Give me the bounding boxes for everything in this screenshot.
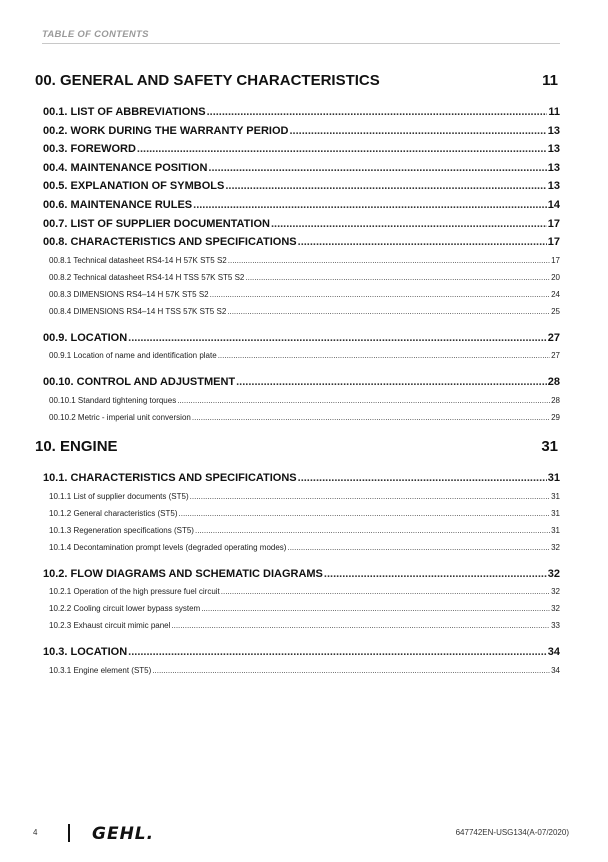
subsection-page: 20 xyxy=(551,272,560,282)
dot-leader xyxy=(236,373,547,392)
section-page: 13 xyxy=(547,180,560,193)
section-page: 31 xyxy=(547,471,560,484)
subsection-page: 17 xyxy=(551,255,560,265)
chapter-title: 00. GENERAL AND SAFETY CHARACTERISTICS xyxy=(35,72,380,89)
toc-chapter[interactable] xyxy=(35,72,560,89)
subsection-page: 24 xyxy=(551,289,560,299)
toc-section[interactable] xyxy=(43,565,560,584)
section-title: 00.2. WORK DURING THE WARRANTY PERIOD xyxy=(43,124,289,137)
toc-chapter[interactable] xyxy=(35,438,560,455)
subsection-title: 10.1.3 Regeneration specifications (ST5) xyxy=(49,525,194,535)
section-page: 14 xyxy=(547,198,560,211)
toc-subsection[interactable] xyxy=(43,286,560,303)
chapter-page: 31 xyxy=(541,437,558,455)
dot-leader xyxy=(128,329,547,348)
section-title: 00.6. MAINTENANCE RULES xyxy=(43,198,193,211)
dot-leader xyxy=(298,469,547,488)
subsection-title: 00.10.2 Metric - imperial unit conversion xyxy=(49,412,191,422)
toc-subsection[interactable] xyxy=(43,617,560,634)
toc-section[interactable] xyxy=(43,233,560,252)
section-page: 13 xyxy=(547,161,560,174)
page-footer xyxy=(33,824,569,844)
toc-subsection[interactable] xyxy=(43,269,560,286)
dot-leader xyxy=(179,505,551,522)
section-page: 11 xyxy=(548,106,560,118)
toc-subsection[interactable] xyxy=(43,252,560,269)
section-page: 17 xyxy=(547,217,560,230)
document-reference: 647742EN-USG134(A-07/2020) xyxy=(455,828,569,837)
toc-section[interactable] xyxy=(43,373,560,392)
toc-section[interactable] xyxy=(43,329,560,348)
section-page: 28 xyxy=(547,376,560,389)
dot-leader xyxy=(152,662,550,679)
toc-subsection[interactable] xyxy=(43,303,560,320)
dot-leader xyxy=(225,177,546,196)
section-title: 00.8. CHARACTERISTICS AND SPECIFICATIONS xyxy=(43,236,297,249)
toc-subsection[interactable] xyxy=(43,662,560,679)
toc-subsection[interactable] xyxy=(43,583,560,600)
subsection-title: 10.2.1 Operation of the high pressure fuel circuit xyxy=(49,587,220,597)
toc-section[interactable] xyxy=(43,140,560,159)
toc-section[interactable] xyxy=(43,177,560,196)
running-header: TABLE OF CONTENTS xyxy=(42,29,560,44)
dot-leader xyxy=(228,252,550,269)
subsection-title: 10.2.2 Cooling circuit lower bypass system xyxy=(49,604,201,614)
toc-section[interactable] xyxy=(43,159,560,178)
dot-leader xyxy=(171,617,550,634)
subsection-title: 00.10.1 Standard tightening torques xyxy=(49,395,177,405)
dot-leader xyxy=(287,539,550,556)
chapter-sections xyxy=(35,469,560,679)
chapter-page: 11 xyxy=(542,72,558,89)
subsection-title: 10.1.2 General characteristics (ST5) xyxy=(49,508,178,518)
section-page: 34 xyxy=(547,646,560,659)
dot-leader xyxy=(245,269,550,286)
subsection-page: 33 xyxy=(551,621,560,631)
dot-leader xyxy=(290,122,547,141)
section-page: 27 xyxy=(547,331,560,344)
toc-subsection[interactable] xyxy=(43,347,560,364)
dot-leader xyxy=(208,159,546,178)
subsection-page: 32 xyxy=(551,542,560,552)
toc-subsection[interactable] xyxy=(43,392,560,409)
section-page: 13 xyxy=(547,124,560,137)
subsection-page: 31 xyxy=(551,508,560,518)
section-title: 10.1. CHARACTERISTICS AND SPECIFICATIONS xyxy=(43,471,297,484)
subsection-page: 32 xyxy=(551,604,560,614)
subsection-title: 10.2.3 Exhaust circuit mimic panel xyxy=(49,621,171,631)
dot-leader xyxy=(218,347,550,364)
section-title: 00.5. EXPLANATION OF SYMBOLS xyxy=(43,180,225,193)
toc-subsection[interactable] xyxy=(43,522,560,539)
toc-subsection[interactable] xyxy=(43,488,560,505)
dot-leader xyxy=(271,215,547,234)
dot-leader xyxy=(210,286,550,303)
toc-subsection[interactable] xyxy=(43,600,560,617)
toc-section[interactable] xyxy=(43,122,560,141)
subsection-page: 31 xyxy=(551,491,560,501)
section-title: 00.1. LIST OF ABBREVIATIONS xyxy=(43,106,206,118)
subsection-page: 29 xyxy=(551,412,560,422)
dot-leader xyxy=(324,565,547,584)
subsection-page: 27 xyxy=(551,351,560,361)
dot-leader xyxy=(177,392,550,409)
section-title: 00.3. FOREWORD xyxy=(43,143,136,156)
toc-section[interactable] xyxy=(43,196,560,215)
dot-leader xyxy=(195,522,550,539)
dot-leader xyxy=(192,409,550,426)
toc-subsection[interactable] xyxy=(43,409,560,426)
subsection-title: 10.1.4 Decontamination prompt levels (degraded operating modes) xyxy=(49,542,287,552)
chapter-title: 10. ENGINE xyxy=(35,437,118,455)
subsection-page: 28 xyxy=(551,395,560,405)
section-title: 00.7. LIST OF SUPPLIER DOCUMENTATION xyxy=(43,217,270,230)
section-title: 00.9. LOCATION xyxy=(43,331,128,344)
subsection-title: 10.3.1 Engine element (ST5) xyxy=(49,665,152,675)
chapter-sections xyxy=(35,103,560,426)
dot-leader xyxy=(298,233,547,252)
subsection-page: 31 xyxy=(551,525,560,535)
page-number: 4 xyxy=(33,828,38,837)
subsection-title: 00.8.4 DIMENSIONS RS4–14 H TSS 57K ST5 S2 xyxy=(49,306,227,316)
footer-divider xyxy=(68,824,70,842)
section-title: 00.4. MAINTENANCE POSITION xyxy=(43,161,208,174)
subsection-title: 00.8.2 Technical datasheet RS4-14 H TSS 57K ST5 S2 xyxy=(49,272,245,282)
toc-subsection[interactable] xyxy=(43,505,560,522)
dot-leader xyxy=(137,140,547,159)
dot-leader xyxy=(201,600,550,617)
dot-leader xyxy=(227,303,550,320)
dot-leader xyxy=(207,103,548,122)
toc-section[interactable] xyxy=(43,643,560,662)
subsection-title: 00.8.3 DIMENSIONS RS4–14 H 57K ST5 S2 xyxy=(49,289,209,299)
subsection-page: 25 xyxy=(551,306,560,316)
subsection-page: 32 xyxy=(551,587,560,597)
subsection-title: 00.8.1 Technical datasheet RS4-14 H 57K ST5 S2 xyxy=(49,255,227,265)
section-page: 17 xyxy=(547,236,560,249)
dot-leader xyxy=(190,488,550,505)
dot-leader xyxy=(221,583,550,600)
toc-section[interactable] xyxy=(43,469,560,488)
subsection-title: 10.1.1 List of supplier documents (ST5) xyxy=(49,491,189,501)
section-title: 00.10. CONTROL AND ADJUSTMENT xyxy=(43,376,236,389)
section-title: 10.2. FLOW DIAGRAMS AND SCHEMATIC DIAGRAMS xyxy=(43,567,323,580)
toc-section[interactable] xyxy=(43,215,560,234)
toc-content xyxy=(35,72,560,679)
toc-subsection[interactable] xyxy=(43,539,560,556)
subsection-page: 34 xyxy=(551,665,560,675)
dot-leader xyxy=(193,196,547,215)
section-page: 32 xyxy=(547,567,560,580)
gehl-logo: GEHL. xyxy=(92,824,155,844)
section-page: 13 xyxy=(547,143,560,156)
subsection-title: 00.9.1 Location of name and identification plate xyxy=(49,351,217,361)
section-title: 10.3. LOCATION xyxy=(43,646,128,659)
dot-leader xyxy=(128,643,547,662)
toc-section[interactable] xyxy=(43,103,560,122)
